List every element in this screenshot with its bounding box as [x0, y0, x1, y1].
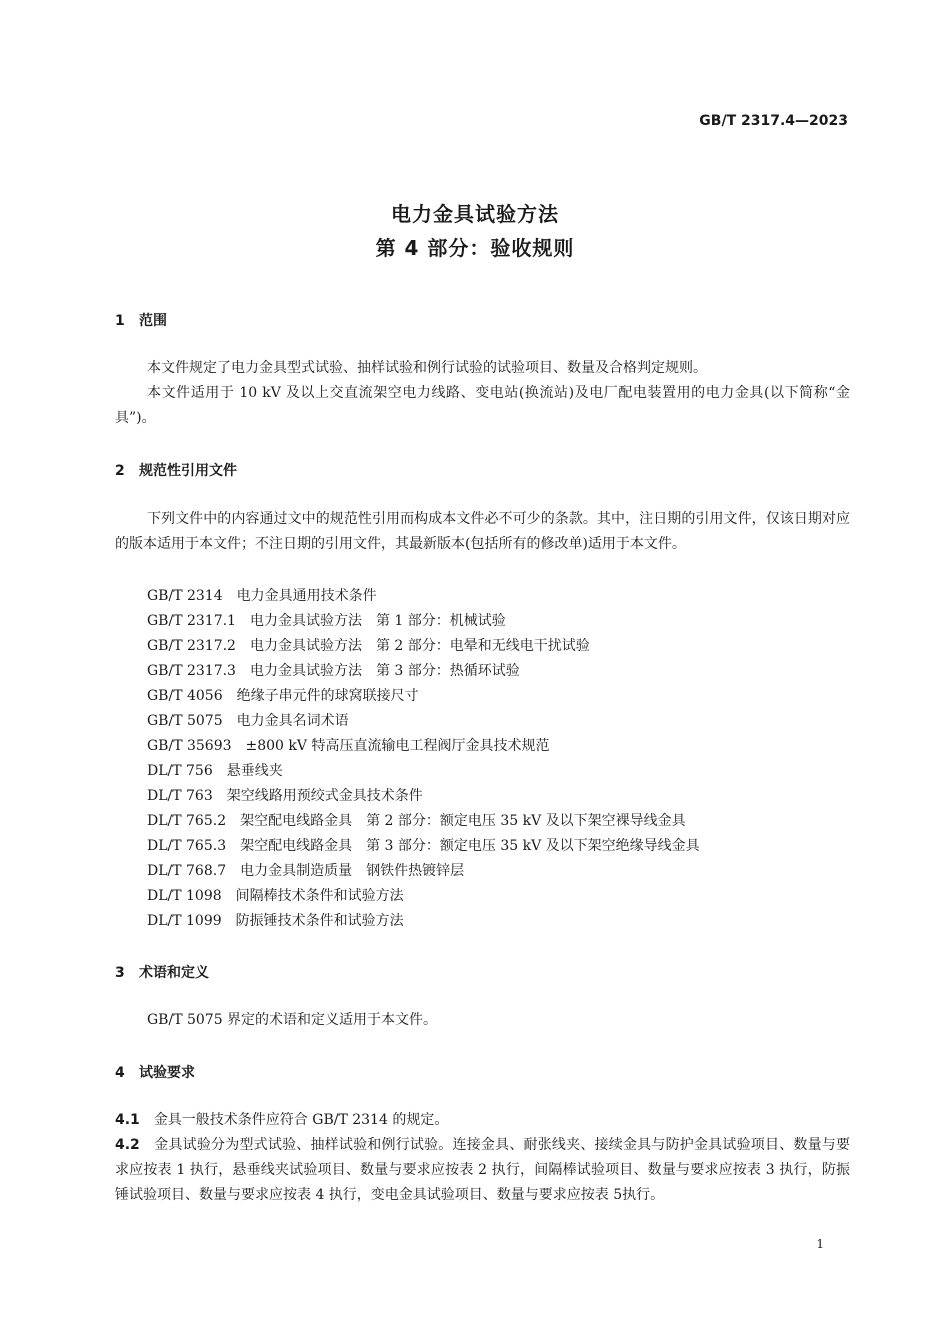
reference-item: GB/T 4056 绝缘子串元件的球窝联接尺寸 — [147, 688, 419, 704]
section-title: 试验要求 — [139, 1065, 195, 1081]
section-4-heading — [115, 1062, 195, 1082]
clause-4-2 — [115, 1133, 850, 1208]
section-number: 4 — [115, 1065, 125, 1081]
scope-paragraph-2: 本文件适用于 10 kV 及以上交直流架空电力线路、变电站(换流站)及电厂配电装置用的电力金具(以下简称“金具”)。 — [115, 385, 850, 426]
scope-paragraph-1: 本文件规定了电力金具型式试验、抽样试验和例行试验的试验项目、数量及合格判定规则。 — [147, 360, 707, 376]
section-1-heading — [115, 310, 167, 330]
document-subtitle: 第 4 部分：验收规则 — [375, 236, 575, 260]
section-number: 3 — [115, 965, 125, 981]
section-title: 范围 — [139, 313, 167, 329]
section-number: 2 — [115, 463, 125, 479]
reference-item: DL/T 765.2 架空配电线路金具 第 2 部分：额定电压 35 kV 及以下架空裸导线金具 — [147, 813, 686, 829]
reference-item: GB/T 2317.1 电力金具试验方法 第 1 部分：机械试验 — [147, 613, 506, 629]
clause-number: 4.2 — [115, 1137, 140, 1153]
reference-item: GB/T 5075 电力金具名词术语 — [147, 713, 349, 729]
reference-item: GB/T 2317.3 电力金具试验方法 第 3 部分：热循环试验 — [147, 663, 520, 679]
terms-paragraph: GB/T 5075 界定的术语和定义适用于本文件。 — [147, 1012, 438, 1028]
page-number: 1 — [816, 1237, 824, 1251]
reference-item: GB/T 2317.2 电力金具试验方法 第 2 部分：电晕和无线电干扰试验 — [147, 638, 590, 654]
section-number: 1 — [115, 313, 125, 329]
clause-4-1 — [115, 1108, 850, 1133]
references-intro: 下列文件中的内容通过文中的规范性引用而构成本文件必不可少的条款。其中，注日期的引用文件，仅该日期对应的版本适用于本文件；不注日期的引用文件，其最新版本(包括所有的修改单)适用于本文件。 — [115, 511, 850, 552]
reference-item: DL/T 768.7 电力金具制造质量 钢铁件热镀锌层 — [147, 863, 465, 879]
reference-item: DL/T 765.3 架空配电线路金具 第 3 部分：额定电压 35 kV 及以下架空绝缘导线金具 — [147, 838, 700, 854]
clause-number: 4.1 — [115, 1112, 140, 1128]
clause-text: 金具一般技术条件应符合 GB/T 2314 的规定。 — [153, 1112, 449, 1128]
clause-text: 金具试验分为型式试验、抽样试验和例行试验。连接金具、耐张线夹、接续金具与防护金具试验项目、数量与要求应按表 1 执行，悬垂线夹试验项目、数量与要求应按表 2 执行，间隔棒试验项目、数量与要求应按表 3 执行，防振锤试验项目、数量与要求应按表 4 执行，变电金具试验项目、数量与要求应按表 5执行。 — [115, 1137, 851, 1203]
reference-item: GB/T 35693 ±800 kV 特高压直流输电工程阀厅金具技术规范 — [147, 738, 550, 754]
reference-item: DL/T 1099 防振锤技术条件和试验方法 — [147, 913, 404, 929]
section-title: 术语和定义 — [139, 965, 209, 981]
reference-item: DL/T 1098 间隔棒技术条件和试验方法 — [147, 888, 404, 904]
section-title: 规范性引用文件 — [139, 463, 237, 479]
document-title: 电力金具试验方法 — [391, 202, 559, 226]
section-3-heading — [115, 962, 209, 982]
reference-item: GB/T 2314 电力金具通用技术条件 — [147, 588, 377, 604]
reference-item: DL/T 756 悬垂线夹 — [147, 763, 283, 779]
section-2-heading — [115, 460, 237, 480]
standard-number: GB/T 2317.4—2023 — [699, 113, 848, 129]
reference-item: DL/T 763 架空线路用预绞式金具技术条件 — [147, 788, 423, 804]
